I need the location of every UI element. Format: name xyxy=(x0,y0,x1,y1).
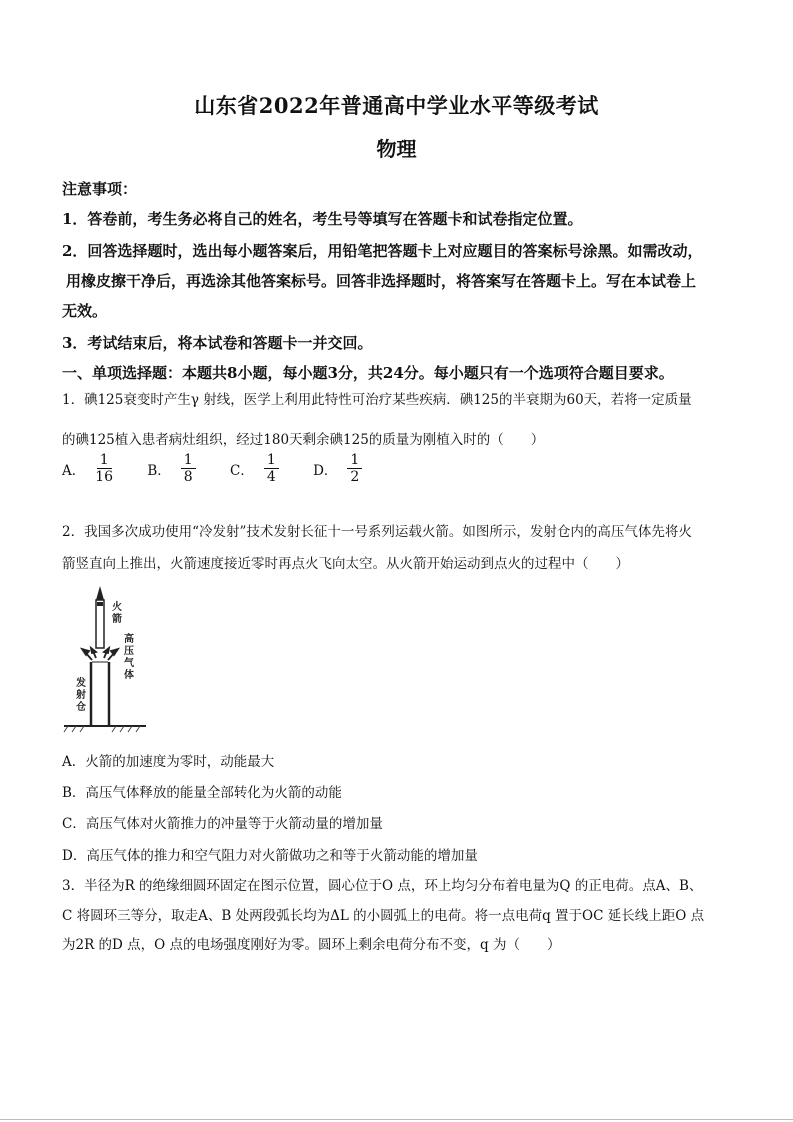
q2-option-c: C．高压气体对火箭推力的冲量等于火箭动量的增加量 xyxy=(62,816,383,832)
notice-item-2-line-1: 2．回答选择题时，选出每小题答案后，用铅笔把答题卡上对应题目的答案标号涂黑。如需改动， xyxy=(62,242,703,260)
q2-line-1: 2．我国多次成功使用“冷发射”技术发射长征十一号系列运载火箭。如图所示，发射仓内的高压气体先将火 xyxy=(62,524,692,540)
notice-item-3: 3．考试结束后，将本试卷和答题卡一并交回。 xyxy=(62,334,373,352)
q1-option-c: C． $\frac{1}{4}$ xyxy=(230,452,279,485)
section-1-heading: 一、单项选择题：本题共8小题，每小题3分，共24分。每小题只有一个选项符合题目要求。 xyxy=(62,364,674,382)
notice-item-2-line-3: 无效。 xyxy=(62,302,108,320)
q2-option-d: D．高压气体的推力和空气阻力对火箭做功之和等于火箭动能的增加量 xyxy=(62,848,478,864)
gas-label-3: 气 xyxy=(124,658,134,669)
notice-item-2-line-2: 用橡皮擦干净后，再选涂其他答案标号。回答非选择题时，将答案写在答题卡上。写在本试卷上 xyxy=(66,272,697,290)
q1-options xyxy=(62,452,392,485)
rocket-label-2: 箭 xyxy=(112,614,122,625)
gas-label-4: 体 xyxy=(124,670,134,681)
exam-title: 山东省2022年普通高中学业水平等级考试 xyxy=(194,93,599,118)
notice-heading: 注意事项： xyxy=(62,180,138,198)
rocket-silo-figure xyxy=(62,578,152,733)
q1-option-a: A． $\frac{1}{16}$ xyxy=(62,452,114,485)
page-bottom-divider xyxy=(0,1119,793,1120)
q2-line-2: 箭竖直向上推出，火箭速度接近零时再点火飞向太空。从火箭开始运动到点火的过程中（ ） xyxy=(62,556,629,572)
rocket-label-1: 火 xyxy=(112,602,122,613)
notice-item-1: 1．答卷前，考生务必将自己的姓名，考生号等填写在答题卡和试卷指定位置。 xyxy=(62,210,583,228)
exam-subject: 物理 xyxy=(376,137,417,161)
gas-label-2: 压 xyxy=(124,646,134,657)
q1-option-d: D． $\frac{1}{2}$ xyxy=(313,452,362,485)
gas-arrows-icon xyxy=(82,648,118,660)
q1-line-2: 的碘125植入患者病灶组织，经过180天剩余碘125的质量为刚植入时的（ ） xyxy=(62,432,545,448)
silo-label-3: 仓 xyxy=(76,702,86,713)
q1-line-1: 1．碘125衰变时产生γ 射线，医学上利用此特性可治疗某些疾病．碘125的半衰期为60天，若将一定质量 xyxy=(62,392,692,408)
q3-line-1: 3．半径为R 的绝缘细圆环固定在图示位置，圆心位于O 点，环上均匀分布着电量为Q 的正电荷。点A、B、 xyxy=(62,878,703,894)
q1-option-b: B． $\frac{1}{8}$ xyxy=(147,452,195,485)
q2-option-a: A．火箭的加速度为零时，动能最大 xyxy=(62,754,275,770)
q3-line-3: 为2R 的D 点，O 点的电场强度刚好为零。圆环上剩余电荷分布不变，q 为（ ） xyxy=(62,937,561,953)
rocket-icon xyxy=(96,586,104,648)
gas-label-1: 高 xyxy=(124,634,134,645)
silo-label-1: 发 xyxy=(76,678,86,689)
q2-option-b: B．高压气体释放的能量全部转化为火箭的动能 xyxy=(62,785,342,801)
q3-line-2: C 将圆环三等分，取走A、B 处两段弧长均为ΔL 的小圆弧上的电荷。将一点电荷q 置于OC 延长线上距O 点 xyxy=(62,908,705,924)
silo-label-2: 射 xyxy=(76,690,86,701)
